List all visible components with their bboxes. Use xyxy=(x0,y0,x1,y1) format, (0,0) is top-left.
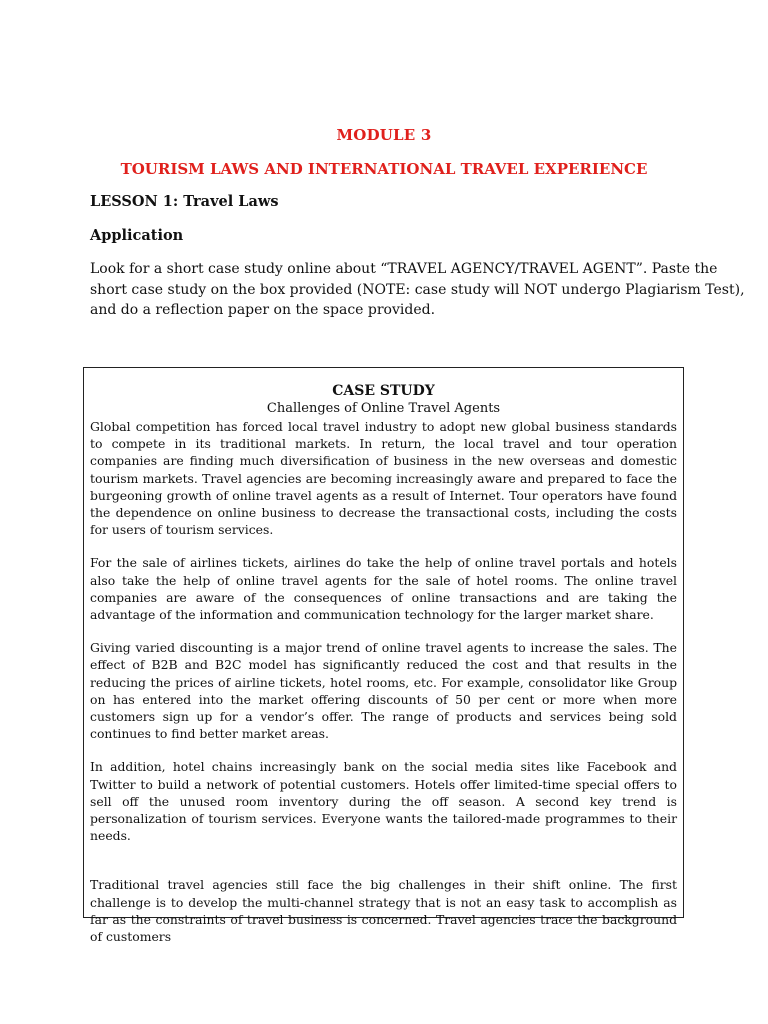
lesson-heading: LESSON 1: Travel Laws xyxy=(90,193,279,210)
case-study-paragraph: In addition, hotel chains increasingly bank on the social media sites like Facebook and Twitter to build a network of potential customers. Hotels offer limited-time special offers to sell off the unused room inventory during the off season. A second key trend is personalization of tourism services. Everyone wants the tailored-made programmes to their needs. xyxy=(90,759,677,844)
case-study-heading: CASE STUDY xyxy=(332,383,435,399)
case-study-box xyxy=(83,367,684,945)
case-study-subheading: Challenges of Online Travel Agents xyxy=(266,401,501,416)
paragraph-spacer xyxy=(90,844,677,876)
case-study-paragraph: Traditional travel agencies still face the big challenges in their shift online. The first challenge is to develop the multi-channel strategy that is not an easy task to accomplish as far as the constraints of travel business is concerned. Travel agencies trace the background of customers xyxy=(90,877,677,945)
case-study-paragraph: Giving varied discounting is a major trend of online travel agents to increase the sales. The effect of B2B and B2C model has significantly reduced the cost and that results in the reducing the prices of airline tickets, hotel rooms, etc. For example, consolidator like Group on has entered into the market offering discounts of 50 per cent or more when more customers sign up for a vendor’s offer. The range of products and services being sold continues to find better market areas. xyxy=(90,640,677,742)
instructions-line: and do a reflection paper on the space provided. xyxy=(90,302,436,318)
paragraph-spacer xyxy=(90,538,677,554)
module-title: MODULE 3 xyxy=(336,126,432,144)
paragraph-spacer xyxy=(90,623,677,639)
instructions xyxy=(90,259,745,321)
case-study-content xyxy=(90,382,677,945)
application-heading: Application xyxy=(90,227,184,244)
paragraph-spacer xyxy=(90,742,677,758)
case-study-paragraph: For the sale of airlines tickets, airlines do take the help of online travel portals and hotels also take the help of online travel agents for the sale of hotel rooms. The online travel companies are aware of the consequences of online transactions and are taking the advantage of the information and communication technology for the larger market share. xyxy=(90,555,677,623)
instructions-line: Look for a short case study online about “TRAVEL AGENCY/TRAVEL AGENT”. Paste the xyxy=(90,261,718,277)
case-study-paragraph: Global competition has forced local travel industry to adopt new global business standards to compete in its traditional markets. In return, the local travel and tour operation companies are finding much diversification of business in the new overseas and domestic tourism markets. Travel agencies are becoming increasingly aware and prepared to face the burgeoning growth of online travel agents as a result of Internet. Tour operators have found the dependence on online business to decrease the transactional costs, including the costs for users of tourism services. xyxy=(90,419,677,538)
module-subtitle: TOURISM LAWS AND INTERNATIONAL TRAVEL EXPERIENCE xyxy=(120,160,648,178)
instructions-line: short case study on the box provided (NOTE: case study will NOT undergo Plagiarism Test), xyxy=(90,281,745,298)
